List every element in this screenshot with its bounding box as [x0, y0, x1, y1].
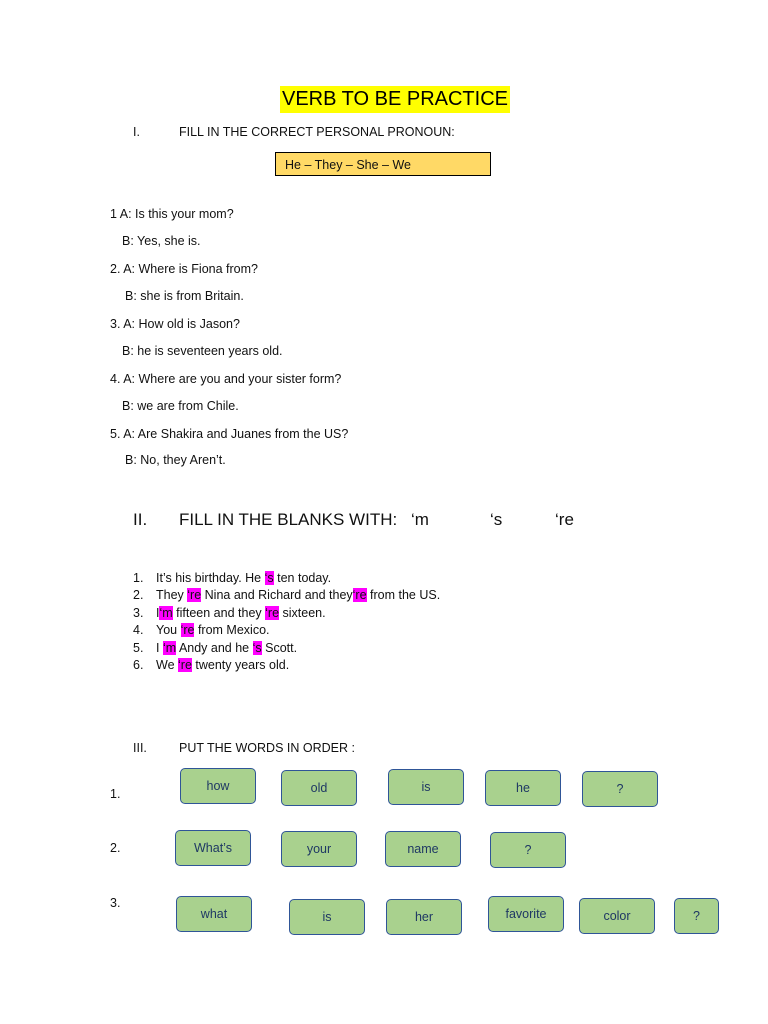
section2-number: II.	[133, 510, 148, 529]
section1-number: I.	[133, 125, 140, 139]
word-chip-how[interactable]: how	[180, 768, 256, 804]
blank-highlight: ‘m	[162, 641, 177, 655]
sentence-4: You ‘re from Mexico.	[156, 623, 270, 637]
answer-3b: B: he is seventeen years old.	[122, 344, 283, 358]
blank-highlight: ‘re	[265, 606, 280, 620]
option-m: ‘m	[411, 510, 429, 529]
option-s: ‘s	[490, 510, 503, 529]
word-chip-he[interactable]: he	[485, 770, 561, 806]
sentence-5: I ‘m Andy and he ‘s Scott.	[156, 641, 298, 655]
question-2a: 2. A: Where is Fiona from?	[110, 262, 258, 276]
word-chip-your[interactable]: your	[281, 831, 357, 867]
section3-heading: PUT THE WORDS IN ORDER :	[179, 741, 355, 755]
sentence-1: It’s his birthday. He ‘s ten today.	[156, 571, 332, 585]
answer-2b: B: she is from Britain.	[125, 289, 244, 303]
word-chip-her[interactable]: her	[386, 899, 462, 935]
word-chip-name[interactable]: name	[385, 831, 461, 867]
sentence-number: 4.	[133, 623, 144, 637]
question-3a: 3. A: How old is Jason?	[110, 317, 240, 331]
blank-highlight: ‘re	[178, 658, 192, 672]
word-chip-question[interactable]: ?	[490, 832, 566, 868]
section3-number: III.	[133, 741, 147, 755]
word-chip-whats[interactable]: What’s	[175, 830, 251, 866]
row-number: 2.	[110, 841, 121, 855]
word-chip-what[interactable]: what	[176, 896, 252, 932]
answer-1b: B: Yes, she is.	[122, 234, 201, 248]
sentence-number: 2.	[133, 588, 144, 602]
answer-5b: B: No, they Aren’t.	[125, 453, 226, 467]
section2-heading: FILL IN THE BLANKS WITH:	[179, 510, 398, 529]
word-chip-favorite[interactable]: favorite	[488, 896, 564, 932]
section1-heading: FILL IN THE CORRECT PERSONAL PRONOUN:	[179, 125, 455, 139]
pronoun-box: He – They – She – We	[275, 152, 491, 176]
sentence-number: 1.	[133, 571, 144, 585]
question-5a: 5. A: Are Shakira and Juanes from the US?	[110, 427, 349, 441]
answer-4b: B: we are from Chile.	[122, 399, 239, 413]
sentence-3: I‘m fifteen and they ‘re sixteen.	[156, 606, 326, 620]
sentence-number: 6.	[133, 658, 144, 672]
blank-highlight: ‘re	[352, 588, 367, 602]
blank-highlight: ‘m	[159, 606, 173, 620]
row-number: 3.	[110, 896, 121, 910]
blank-highlight: ‘re	[180, 623, 195, 637]
word-chip-is[interactable]: is	[388, 769, 464, 805]
word-chip-question[interactable]: ?	[674, 898, 719, 934]
blank-highlight: ‘re	[187, 588, 202, 602]
question-1a: 1 A: Is this your mom?	[110, 207, 234, 221]
sentence-number: 5.	[133, 641, 144, 655]
sentence-number: 3.	[133, 606, 144, 620]
row-number: 1.	[110, 787, 121, 801]
sentence-6: We ‘re twenty years old.	[156, 658, 290, 672]
option-re: ‘re	[555, 510, 574, 529]
question-4a: 4. A: Where are you and your sister form?	[110, 372, 342, 386]
word-chip-color[interactable]: color	[579, 898, 655, 934]
blank-highlight: ‘s	[252, 641, 262, 655]
word-chip-old[interactable]: old	[281, 770, 357, 806]
word-chip-question[interactable]: ?	[582, 771, 658, 807]
word-chip-is[interactable]: is	[289, 899, 365, 935]
sentence-2: They ‘re Nina and Richard and they‘re from the US.	[156, 588, 441, 602]
blank-highlight: ‘s	[264, 571, 274, 585]
page-title: VERB TO BE PRACTICE	[280, 86, 510, 113]
